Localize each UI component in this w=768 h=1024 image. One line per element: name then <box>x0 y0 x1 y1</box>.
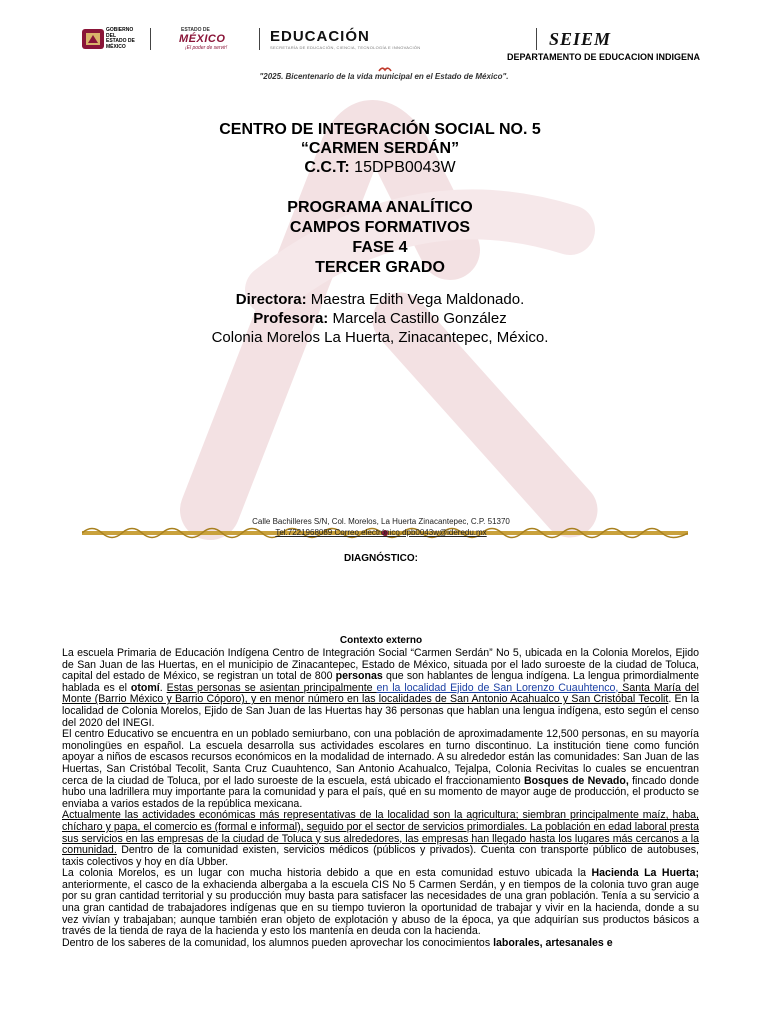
school-subname: “CARMEN SERDÁN” <box>300 140 460 157</box>
educacion-logo: EDUCACIÓN SECRETARÍA DE EDUCACIÓN, CIENCIA, TECNOLOGÍA E INNOVACIÓN <box>270 28 421 50</box>
program-grade: TERCER GRADO <box>315 259 445 276</box>
paragraph: La escuela Primaria de Educación Indígena Centro de Integración Social “Carmen Serdán” No 5, ubicada en la Colonia Morelos, Ejido de San Juan de las Huertas, en el municipio de Zinacantepec, Estado de México, situada por el lado suroeste de la ciudad de Toluca, capital del estado de México, se registran un total de 800 personas que son hablantes de lengua indígena. La lengua primordialmente hablada es el otomí. Estas personas se asientan principalmente en la localidad Ejido de San Lorenzo Cuauhtenco, Santa María del Monte (Barrio México y Barrio Cóporo), y en menor número en las localidades de San Antonio Acahualco y San Cristóbal Tecolit. En la localidad de Colonia Morelos, Ejido de San Juan de las Huertas hay 36 personas que hablan una lengua indígena, esto según el censo del 2020 del INEGI. <box>62 647 700 729</box>
logo-divider <box>259 28 260 50</box>
institutional-motto: "2025. Bicentenario de la vida municipal en el Estado de México". <box>259 72 509 81</box>
estado-de-mexico-logo: ESTADO DE MÉXICO ¡El poder de servir! <box>179 27 228 51</box>
program-phase: FASE 4 <box>352 239 408 256</box>
state-government-text: GOBIERNO DEL ESTADO DE MÉXICO <box>106 27 135 50</box>
paragraph: Dentro de los saberes de la comunidad, los alumnos pueden aprovechar los conocimientos laborales, artesanales e <box>62 936 613 949</box>
footer-contact <box>0 516 762 538</box>
program-fields: CAMPOS FORMATIVOS <box>289 219 471 236</box>
header-logos <box>80 24 611 54</box>
paragraph: El centro Educativo se encuentra en un poblado semiurbano, con una población de aproximadamente 12,500 personas, en su mayoría monolingües en español. La escuela desarrolla sus actividades escolares en turno discontinuo. La institución tiene como función apoyar a niños de escasos recursos económicos en la modalidad de internado. A su alrededor están las comunidades: San Juan de las Huertas, San Cristóbal Tecolit, Santa Cruz Cuauhtenco, San Antonio Acahualco, Tejalpa, Colonia Recivitas lo cuales se encuentran cerca de la ciudad de Toluca, por el lado suroeste de la escuela, está ubicado el fraccionamiento Bosques de Nevado, fincado donde hubo una ladrillera muy importante para la comunidad y para el país, qué en su momento de mayor auge de producción, el producto se enviaba a varios estados de la república mexicana. <box>62 728 699 810</box>
logo-divider <box>150 28 151 50</box>
address-line: Calle Bachilleres S/N, Col. Morelos, La Huerta Zinacantepec, C.P. 51370 <box>252 517 510 526</box>
paragraph: La colonia Morelos, es un lugar con mucha historia debido a que en esta comunidad estuvo ubicada la Hacienda La Huerta; anteriormente, el casco de la exhacienda albergaba a la escuela CIS No 5 Carmen Serdán, y en tiempos de la colonia tuvo gran auge por su gran cantidad territorial y su producción muy basta para satisfacer las necesidades de una gran población. Tenía a su servicio a una gran cantidad de trabajadores indígenas que en su tiempo tuvieron la oportunidad de trabajar y vivir en la hacienda, donde a su vez vivían y trabajaban; aunque también eran objeto de explotación y abuso de la época, ya que adquirían sus productos básicos a través de la tienda de raya de la hacienda y esto los mantenía en deuda con la hacienda. <box>62 867 699 938</box>
cct-line: C.C.T: 15DPB0043W <box>304 159 456 176</box>
staff-block <box>0 290 760 347</box>
program-title: PROGRAMA ANALÍTICO <box>287 199 473 216</box>
paragraph: Actualmente las actividades económicas más representativas de la localidad son la agricultura; siembran principalmente maíz, haba, chícharo y papa, el comercio es (formal e informal), seguido por el sector de servicios primordiales. La población en edad laboral presta sus servicios en las empresas de la ciudad de Toluca y sus alrededores, las empresas han llegado hasta los lugares más cercanos a la comunidad. Dentro de la comunidad existen, servicios médicos (públicos y privados). Cuenta con transporte público de autobuses, taxis colectivos y hoy en día Ubber. <box>62 809 699 868</box>
diagnostic-heading: DIAGNÓSTICO: <box>344 553 418 564</box>
program-block <box>0 198 760 278</box>
crest-icon <box>80 26 106 52</box>
department-name: DEPARTAMENTO DE EDUCACION INDIGENA <box>506 52 700 62</box>
contact-line[interactable]: Tel.7221968089 Correo electrónico dpb0043w@ideredu.mx <box>275 528 487 537</box>
context-body <box>62 648 699 949</box>
school-name: CENTRO DE INTEGRACIÓN SOCIAL NO. 5 <box>219 121 541 138</box>
seiem-logo: SEIEM <box>549 28 612 49</box>
director-line: Directora: Maestra Edith Vega Maldonado. <box>235 291 525 308</box>
school-title-block <box>0 120 760 177</box>
locality-link[interactable]: en la localidad Ejido de San Lorenzo Cuauhtenco, <box>376 681 619 694</box>
logo-divider <box>536 28 537 50</box>
teacher-line: Profesora: Marcela Castillo González <box>253 310 507 327</box>
location-line: Colonia Morelos La Huerta, Zinacantepec, México. <box>211 329 549 346</box>
context-heading: Contexto externo <box>339 635 423 646</box>
state-crest-logo <box>80 26 140 52</box>
